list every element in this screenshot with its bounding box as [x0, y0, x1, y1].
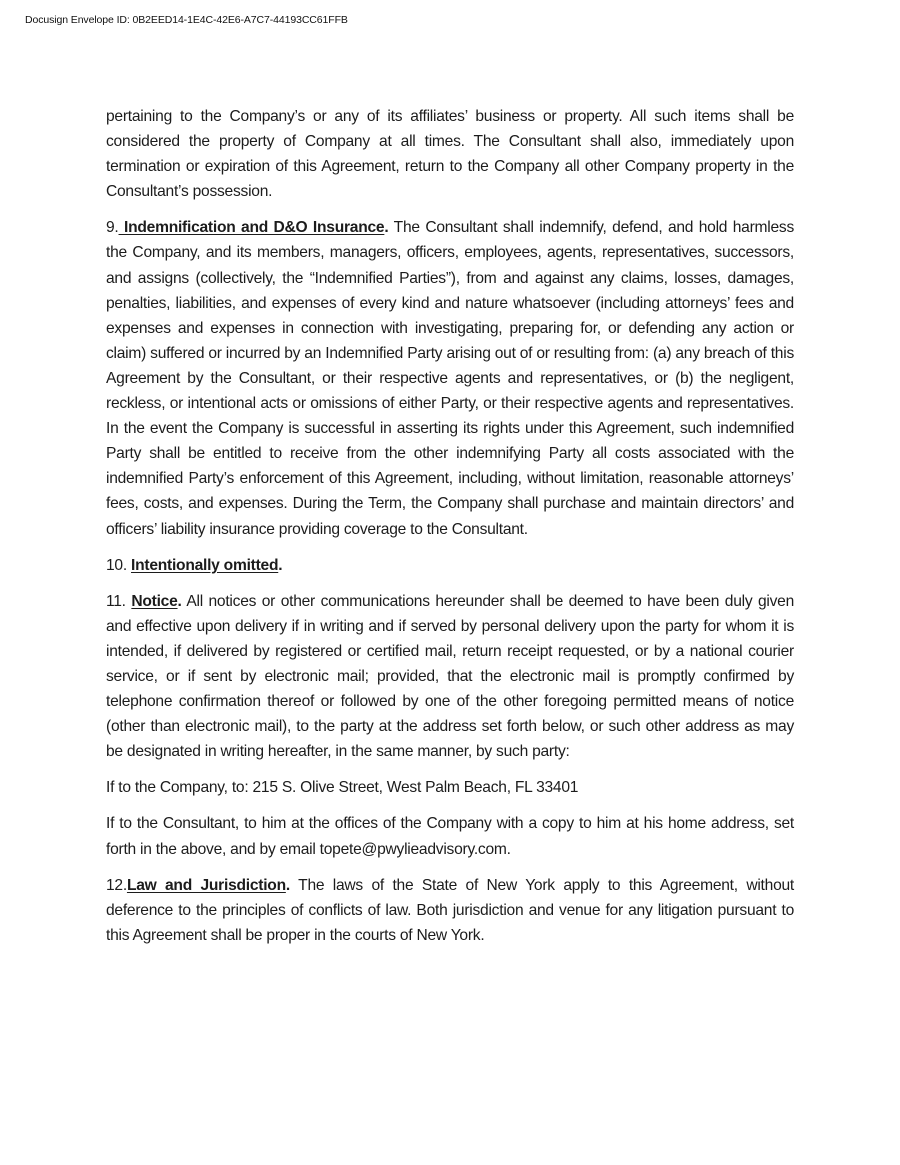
heading-period: . [177, 592, 182, 610]
document-body [106, 104, 794, 959]
section-heading: Law and Jurisdiction [126, 876, 286, 894]
section-number: 11. [106, 592, 132, 610]
heading-period: . [285, 876, 290, 894]
section-heading: Notice [131, 592, 178, 610]
section-body: The Consultant shall indemnify, defend, and hold harmless the Company, and its members, managers, officers, employees, agents, representatives, successors, and assigns (collectively, the “Indemnified Parties”), from and against any claims, losses, damages, penalties, liabilities, and expenses of every kind and nature whatsoever (including attorneys’ fees and expenses and expenses in connection with investigating, preparing for, or defending any action or claim) suffered or incurred by an Indemnified Party arising out of or resulting from: (a) any breach of this Agreement by the Consultant, or their respective agents and representatives, or (b) the negligent, reckless, or intentional acts or omissions of either Party, or their respective agents and representatives. In the event the Company is successful in asserting its rights under this Agreement, such indemnified Party shall be entitled to receive from the other indemnifying Party all costs associated with the indemnified Party’s enforcement of this Agreement, including, without limitation, reasonable attorneys’ fees, costs, and expenses. During the Term, the Company shall purchase and maintain directors’ and officers’ liability insurance providing coverage to the Consultant. [106, 219, 794, 538]
notice-consultant-address: If to the Consultant, to him at the offices of the Company with a copy to him at his home address, set forth in the above, and by email topete@pwylieadvisory.com. [106, 815, 794, 858]
section-heading: Indemnification and D&O Insurance [118, 219, 385, 237]
section-body: All notices or other communications hereunder shall be deemed to have been duly given and effective upon delivery if in writing and if served by personal delivery upon the party for whom it is intended, if delivered by registered or certified mail, return receipt requested, or by a national courier service, or if sent by electronic mail; provided, that the electronic mail is promptly confirmed by telephone confirmation thereof or followed by one of the other foregoing permitted means of notice (other than electronic mail), to the party at the address set forth below, or such other address as may be designated in writing hereafter, in the same manner, by such party: [106, 592, 794, 761]
section-11-notice [106, 589, 794, 765]
section-10-intentionally-omitted [106, 553, 794, 578]
section-number: 12. [106, 876, 127, 894]
section-number: 10. [106, 556, 132, 574]
continuation-paragraph: pertaining to the Company’s or any of its affiliates’ business or property. All such items shall be considered the property of Company at all times. The Consultant shall also, immediately upon termination or expiration of this Agreement, return to the Company all other Company property in the Consultant’s possession. [106, 108, 794, 201]
docusign-envelope-id: Docusign Envelope ID: 0B2EED14-1E4C-42E6-A7C7-44193CC61FFB [25, 14, 348, 26]
heading-period: . [384, 219, 389, 237]
section-9-indemnification [106, 215, 794, 541]
heading-period: . [278, 556, 283, 574]
section-heading: Intentionally omitted [131, 556, 279, 574]
section-number: 9. [106, 219, 119, 237]
notice-company-address: If to the Company, to: 215 S. Olive Street, West Palm Beach, FL 33401 [106, 779, 579, 797]
section-12-law-jurisdiction [106, 873, 794, 948]
section-body: The laws of the State of New York apply to this Agreement, without deference to the principles of conflicts of law. Both jurisdiction and venue for any litigation pursuant to this Agreement shall be proper in the courts of New York. [106, 876, 794, 944]
